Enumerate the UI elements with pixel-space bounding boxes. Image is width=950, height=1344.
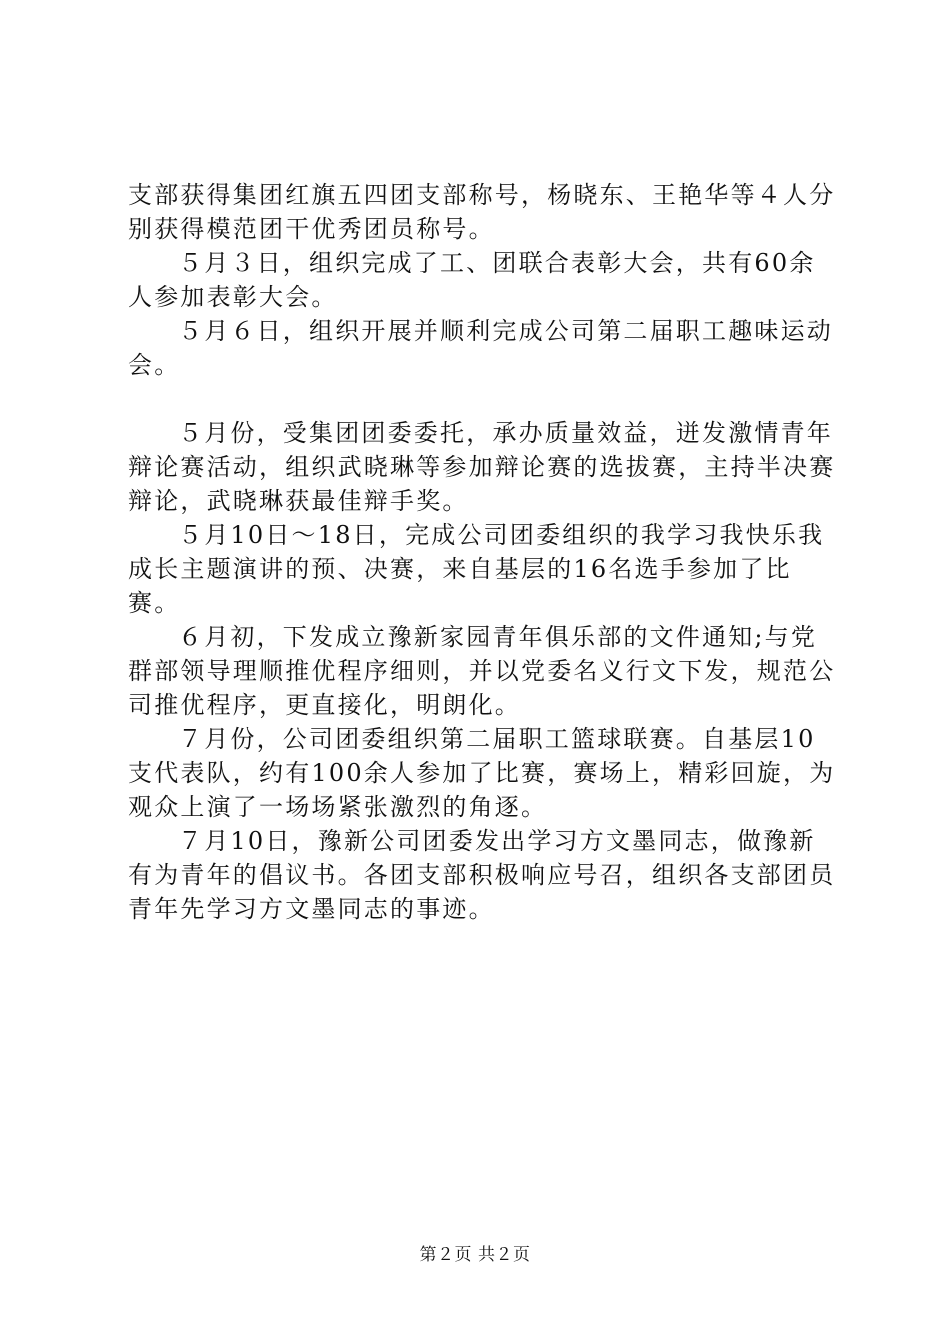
paragraph-continuation: 支部获得集团红旗五四团支部称号，杨晓东、王艳华等４人分别获得模范团干优秀团员称号。 [128, 181, 836, 243]
paragraph-may-10-18: ５月10日～18日，完成公司团委组织的我学习我快乐我成长主题演讲的预、决赛，来自基层的16名选手参加了比赛。 [128, 521, 825, 617]
paragraph-june: ６月初，下发成立豫新家园青年俱乐部的文件通知;与党群部领导理顺推优程序细则，并以党委名义行文下发，规范公司推优程序，更直接化，明朗化。 [128, 623, 836, 719]
paragraph-july-10: ７月10日，豫新公司团委发出学习方文墨同志，做豫新有为青年的倡议书。各团支部积极响应号召，组织各支部团员青年先学习方文墨同志的事迹。 [128, 827, 836, 923]
paragraph-may-6: ５月６日，组织开展并顺利完成公司第二届职工趣味运动会。 [128, 317, 833, 379]
paragraph-gap [128, 382, 840, 416]
document-body [128, 178, 840, 926]
page-footer: 第２页 共２页 [419, 1245, 531, 1265]
paragraph-july-basketball: ７月份，公司团委组织第二届职工篮球联赛。自基层10支代表队，约有100余人参加了比赛，赛场上，精彩回旋，为观众上演了一场场紧张激烈的角逐。 [128, 725, 836, 821]
paragraph-may-3: ５月３日，组织完成了工、团联合表彰大会，共有60余人参加表彰大会。 [128, 249, 816, 311]
paragraph-may-debate: ５月份，受集团团委委托，承办质量效益，迸发激情青年辩论赛活动，组织武晓琳等参加辩论赛的选拔赛，主持半决赛辩论，武晓琳获最佳辩手奖。 [128, 419, 836, 515]
